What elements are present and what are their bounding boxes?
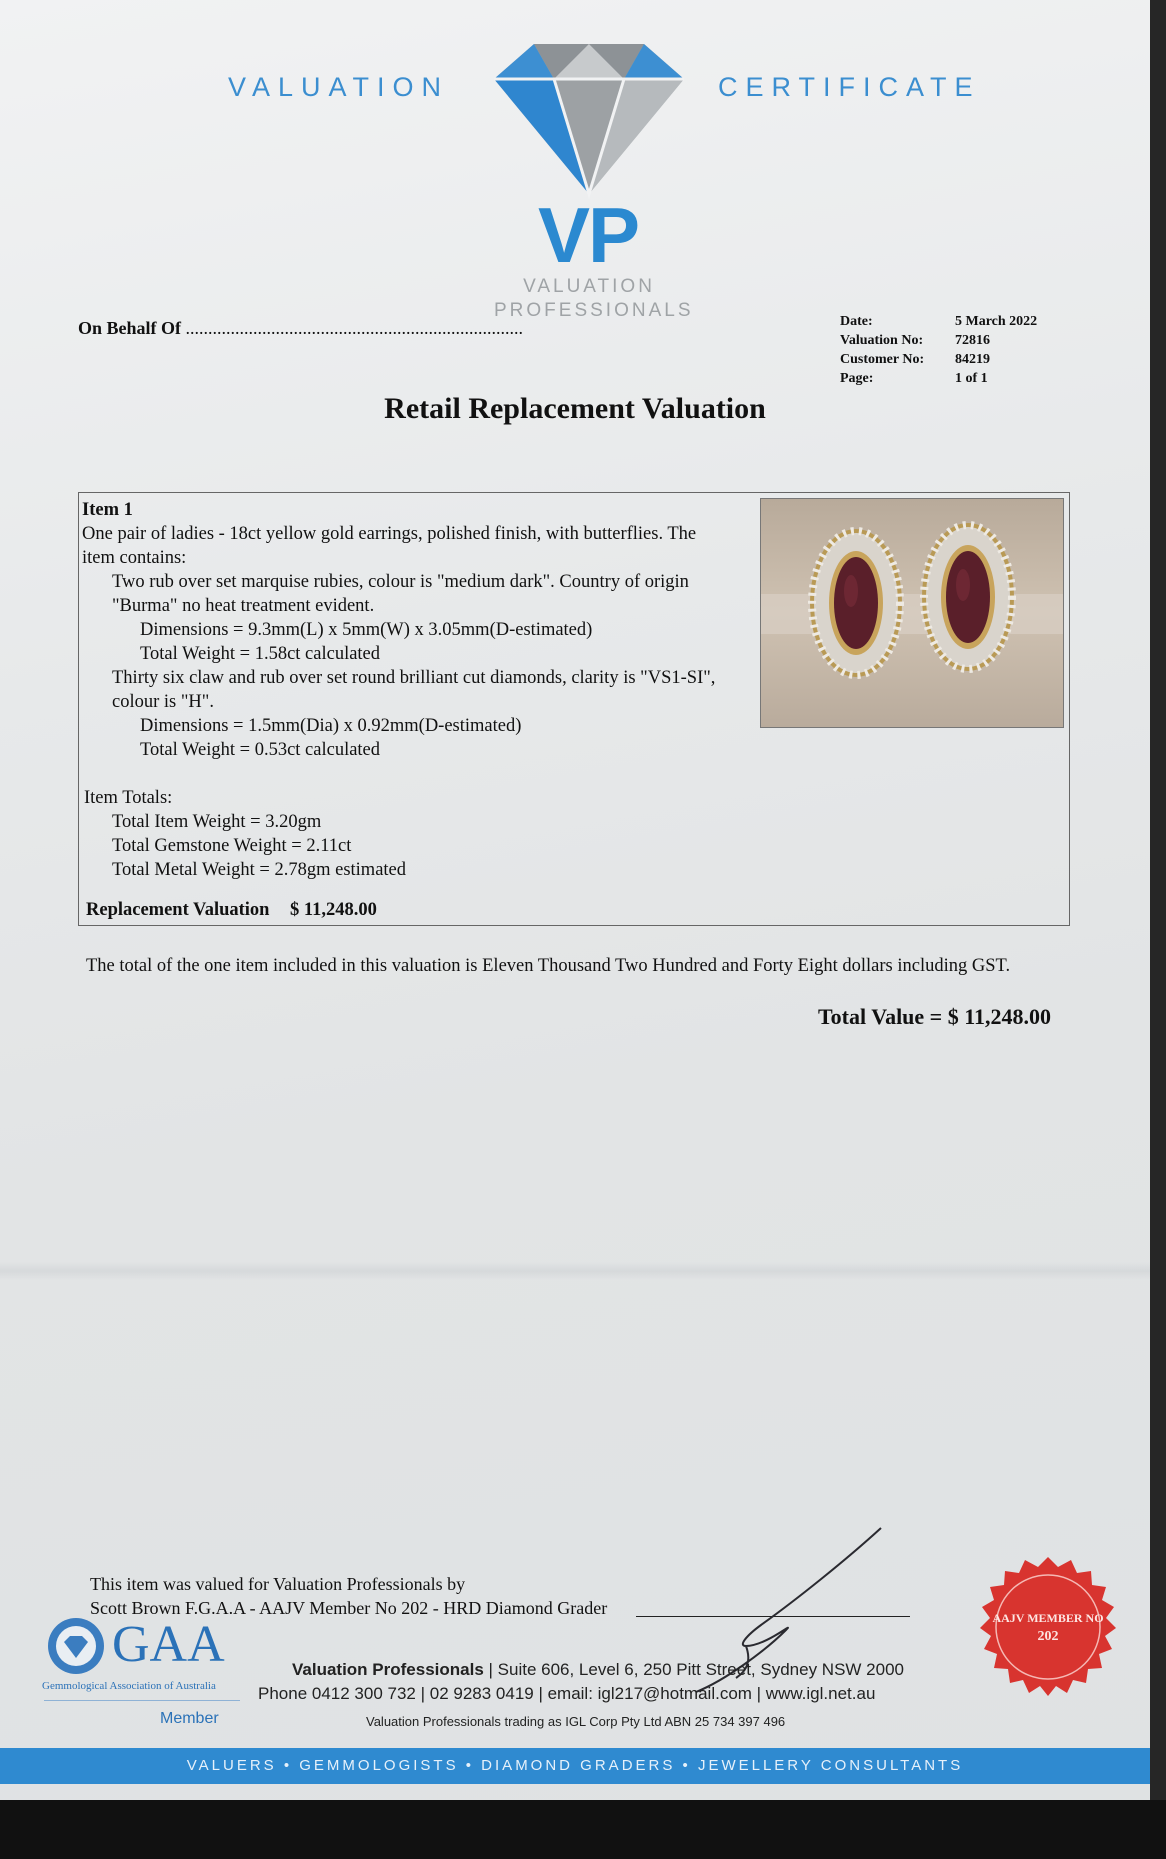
- footer-address-line: [292, 1660, 904, 1680]
- rubies-line1: Two rub over set marquise rubies, colour is "medium dark". Country of origin: [112, 572, 689, 592]
- header-right-word: CERTIFICATE: [718, 72, 981, 102]
- on-behalf-label: On Behalf Of: [78, 318, 182, 338]
- meta-value: 72816: [955, 333, 990, 348]
- item-desc-line1: One pair of ladies - 18ct yellow gold earrings, polished finish, with butterflies. The: [82, 524, 697, 544]
- aajv-seal: [968, 1555, 1128, 1715]
- seal-text2: 202: [1037, 1629, 1059, 1644]
- gaa-name: GAA: [112, 1616, 225, 1673]
- on-behalf-dots: ...........................................................................: [185, 318, 524, 338]
- logo-sub-professionals: PROFESSIONALS: [494, 300, 694, 321]
- item-heading: Item 1: [82, 500, 133, 520]
- gaa-subtitle: Gemmological Association of Australia: [42, 1680, 216, 1692]
- diamonds-line2: colour is "H".: [112, 692, 214, 712]
- header-left-word: VALUATION: [228, 72, 450, 102]
- footer-trading: Valuation Professionals trading as IGL Corp Pty Ltd ABN 25 734 397 496: [366, 1714, 786, 1729]
- meta-value: 84219: [955, 352, 990, 367]
- background-bottom: [0, 1800, 1166, 1859]
- meta-label: Valuation No:: [840, 333, 924, 348]
- footer-company: Valuation Professionals: [292, 1660, 484, 1679]
- footer-address: | Suite 606, Level 6, 250 Pitt Street, Sydney NSW 2000: [488, 1660, 905, 1679]
- rubies-weight: Total Weight = 1.58ct calculated: [140, 644, 381, 664]
- logo-sub-valuation: VALUATION: [523, 276, 655, 297]
- seal-text1: AAJV MEMBER NO: [992, 1611, 1104, 1625]
- logo-letters: VP: [538, 191, 639, 279]
- rubies-dimensions: Dimensions = 9.3mm(L) x 5mm(W) x 3.05mm(D-estimated): [140, 620, 593, 640]
- total-metal-weight: Total Metal Weight = 2.78gm estimated: [112, 860, 407, 880]
- meta-label: Customer No:: [840, 352, 925, 367]
- meta-block: [840, 312, 1037, 388]
- fold-shadow: [0, 1262, 1150, 1280]
- total-value: Total Value = $ 11,248.00: [818, 1004, 1051, 1029]
- footer-contact: Phone 0412 300 732 | 02 9283 0419 | email: igl217@hotmail.com | www.igl.net.au: [258, 1684, 876, 1703]
- replacement-valuation-value: $ 11,248.00: [290, 900, 377, 920]
- total-gemstone-weight: Total Gemstone Weight = 2.11ct: [112, 836, 352, 856]
- meta-row-valuation-no: [840, 331, 1037, 350]
- meta-row-page: [840, 369, 1037, 388]
- diamonds-line1: Thirty six claw and rub over set round brilliant cut diamonds, clarity is "VS1-SI",: [112, 668, 716, 688]
- earrings-image-icon: [761, 499, 1063, 727]
- diamonds-dimensions: Dimensions = 1.5mm(Dia) x 0.92mm(D-estimated): [140, 716, 522, 736]
- gaa-member: Member: [160, 1710, 219, 1727]
- footer-band: VALUERS • GEMMOLOGISTS • DIAMOND GRADERS • JEWELLERY CONSULTANTS: [0, 1748, 1150, 1784]
- replacement-valuation-label: Replacement Valuation: [86, 900, 270, 920]
- meta-label: Date:: [840, 314, 873, 329]
- item-desc-line2: item contains:: [82, 548, 187, 568]
- earrings-photo: [760, 498, 1064, 728]
- diamonds-weight: Total Weight = 0.53ct calculated: [140, 740, 381, 760]
- meta-value: 1 of 1: [955, 371, 988, 386]
- total-item-weight: Total Item Weight = 3.20gm: [112, 812, 322, 832]
- on-behalf-of: [78, 318, 523, 339]
- meta-label: Page:: [840, 371, 874, 386]
- rubies-line2: "Burma" no heat treatment evident.: [112, 596, 375, 616]
- meta-row-customer-no: [840, 350, 1037, 369]
- background-edge: [1150, 0, 1166, 1859]
- summary-text: The total of the one item included in this valuation is Eleven Thousand Two Hundred and Forty Eight dollars including GST.: [86, 956, 1011, 976]
- page-title: Retail Replacement Valuation: [384, 392, 766, 425]
- item-totals-heading: Item Totals:: [84, 788, 173, 808]
- valuer-line2: Scott Brown F.G.A.A - AAJV Member No 202 - HRD Diamond Grader: [90, 1598, 608, 1618]
- valuer-line1: This item was valued for Valuation Professionals by: [90, 1574, 466, 1594]
- gaa-emblem-icon: [46, 1616, 106, 1676]
- gaa-divider: [44, 1700, 240, 1701]
- meta-row-date: [840, 312, 1037, 331]
- meta-value: 5 March 2022: [955, 314, 1038, 329]
